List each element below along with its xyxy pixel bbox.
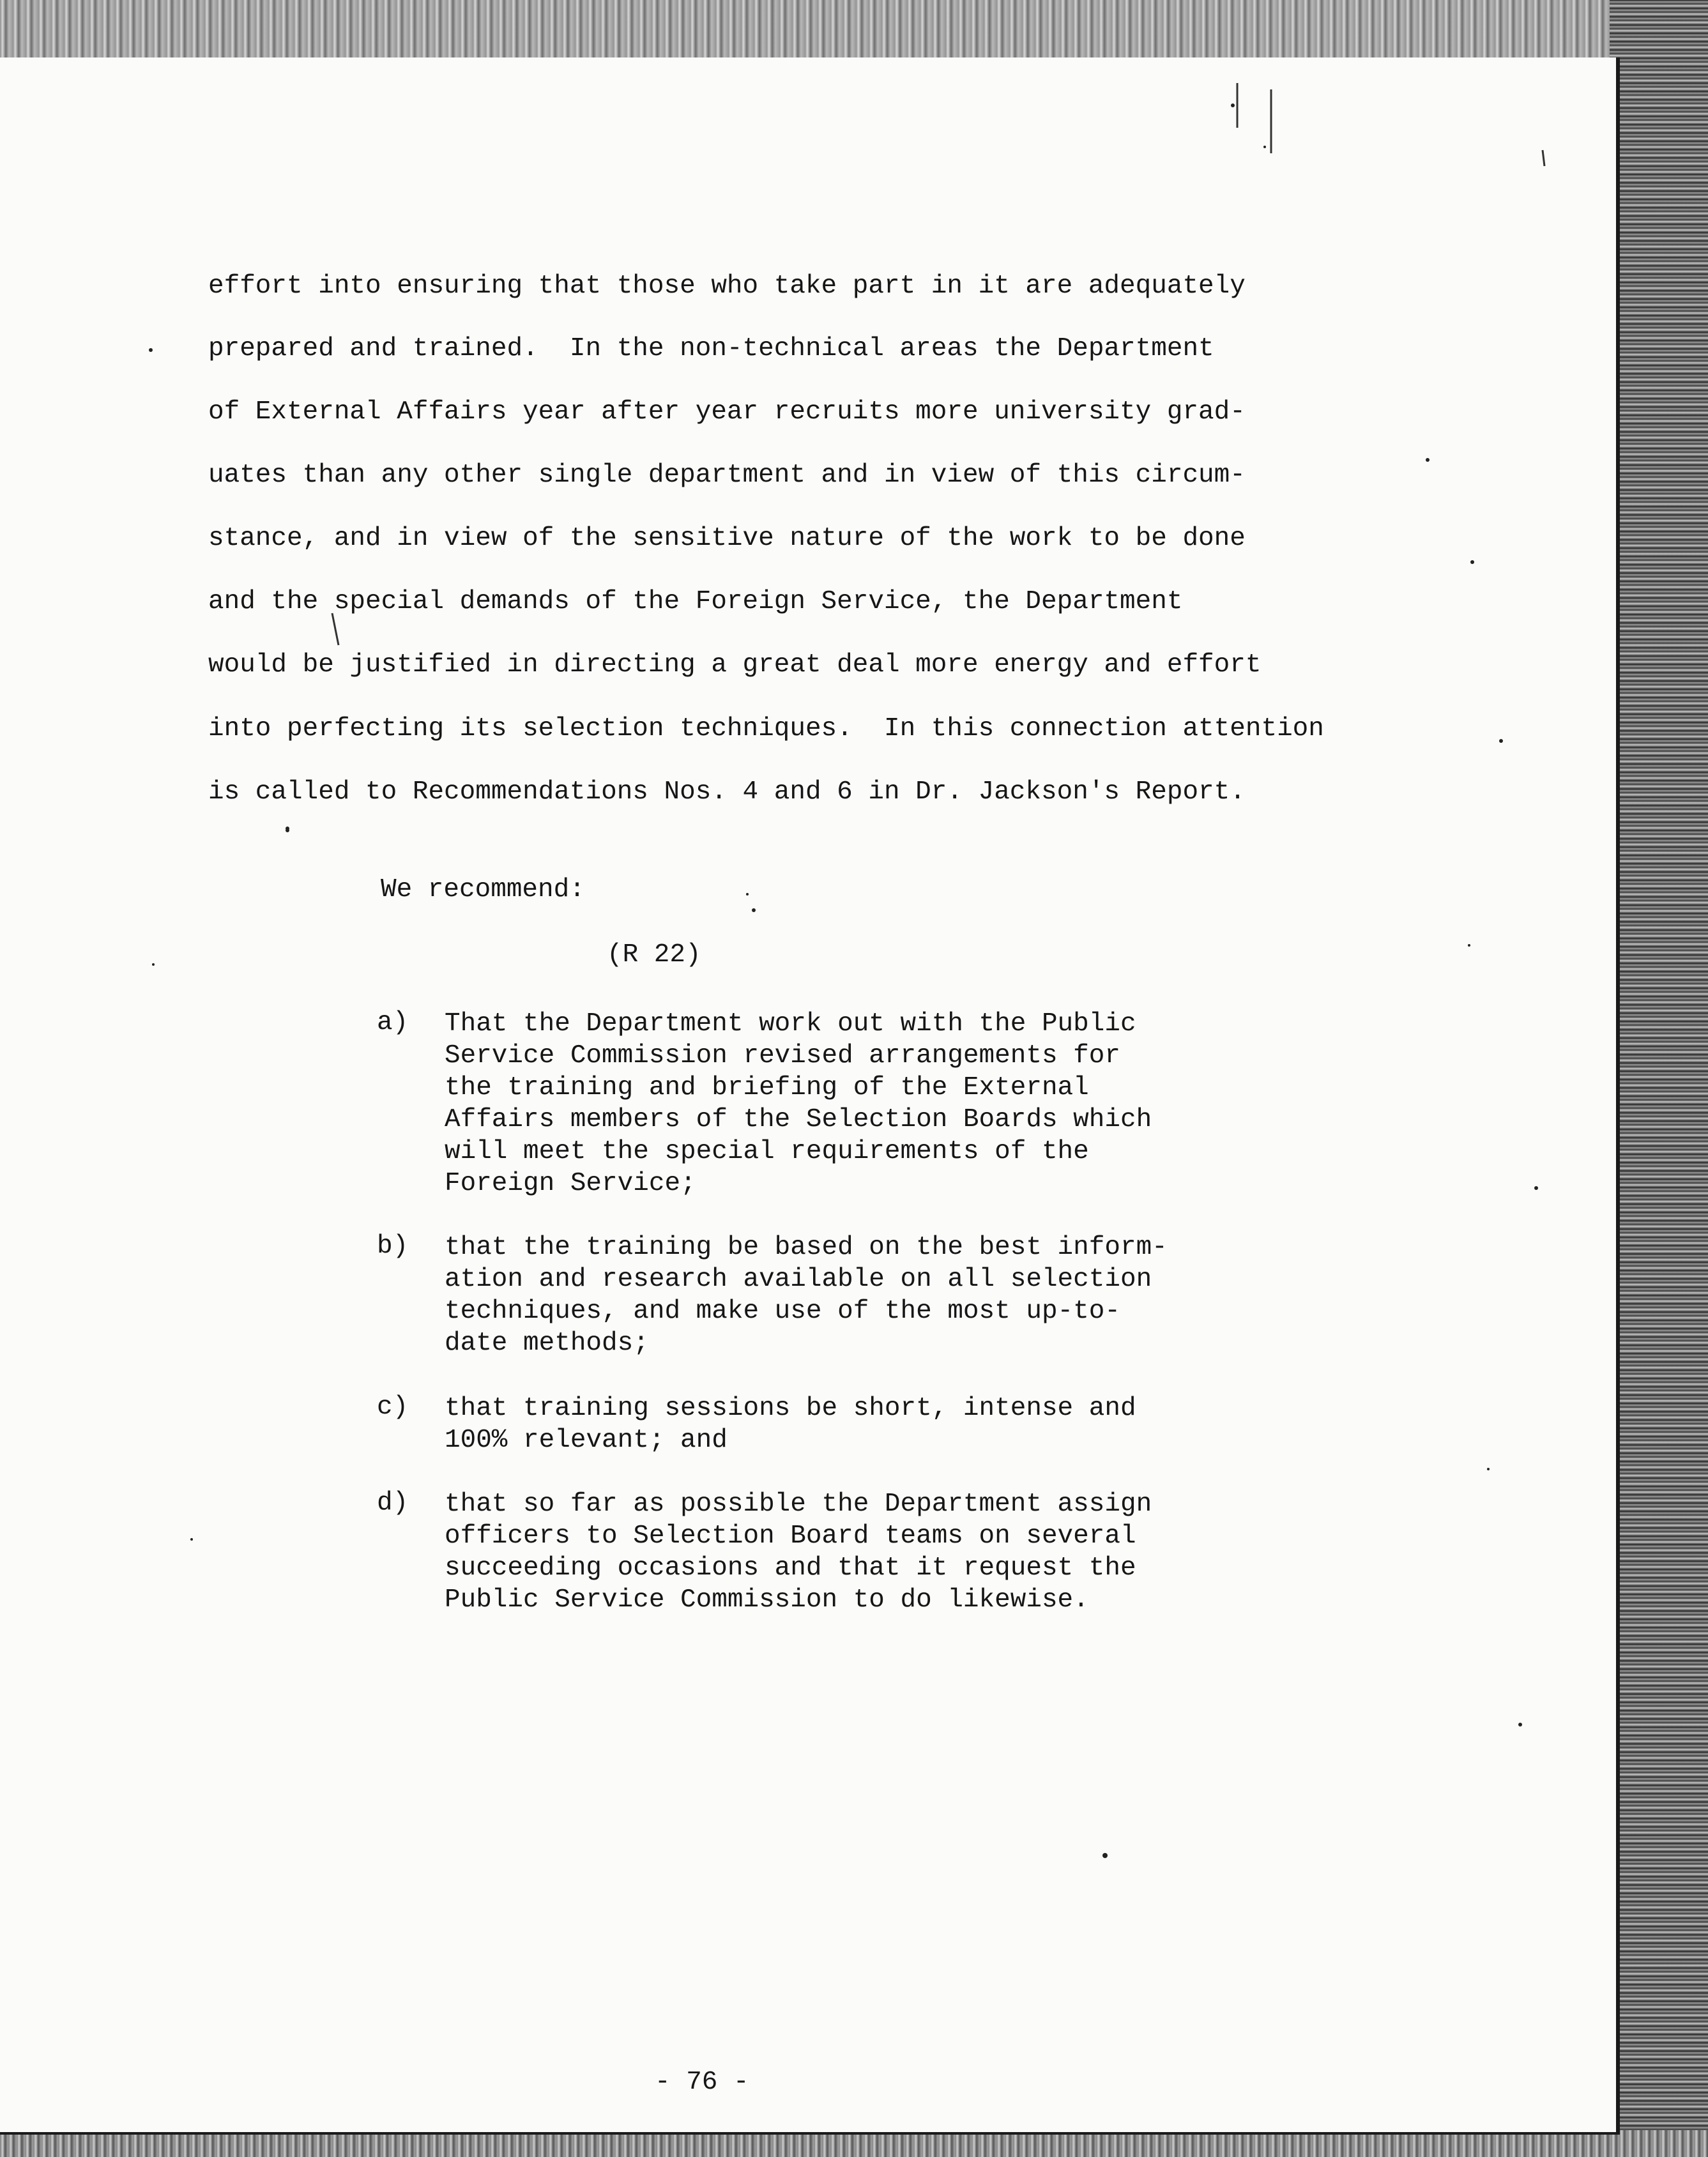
paragraph-line-3: of External Affairs year after year recruits more university grad- (208, 397, 1246, 427)
recommendation-a-letter: a) (377, 1008, 409, 1037)
recommendation-d-letter: d) (377, 1488, 409, 1518)
paragraph-line-9: is called to Recommendations Nos. 4 and 6 in Dr. Jackson's Report. (208, 777, 1246, 807)
paragraph-line-6: and the special demands of the Foreign Service, the Department (208, 587, 1183, 616)
recommendation-c-letter: c) (377, 1392, 409, 1422)
page-number: - 76 - (655, 2068, 749, 2097)
paragraph-line-5: stance, and in view of the sensitive nature of the work to be done (208, 524, 1246, 553)
paragraph-line-8: into perfecting its selection techniques. In this connection attention (208, 714, 1324, 743)
paragraph-line-2: prepared and trained. In the non-technical areas the Department (208, 334, 1214, 363)
paragraph-line-4: uates than any other single department and in view of this circum- (208, 461, 1246, 490)
recommendation-b-letter: b) (377, 1231, 409, 1261)
recommendation-c-text: that training sessions be short, intense and 100% relevant; and (445, 1394, 1136, 1455)
recommendation-b-text: that the training be based on the best inform- ation and research available on all selection techniques, and make use of the most up-to- date methods; (445, 1233, 1168, 1358)
recommendation-number: (R 22) (607, 940, 701, 970)
recommend-heading: We recommend: (381, 875, 585, 904)
paragraph-line-1: effort into ensuring that those who take part in it are adequately (208, 271, 1246, 301)
paragraph-line-7: would be justified in directing a great deal more energy and effort (208, 650, 1262, 680)
recommendation-d-text: that so far as possible the Department assign officers to Selection Board teams on several succeeding occasions and that it request the Public Service Commission to do likewise. (445, 1490, 1152, 1615)
recommendation-a-text: That the Department work out with the Public Service Commission revised arrangements for the training and briefing of the External Affairs members of the Selection Boards which will meet the special requirements of the Foreign Service; (445, 1009, 1152, 1198)
